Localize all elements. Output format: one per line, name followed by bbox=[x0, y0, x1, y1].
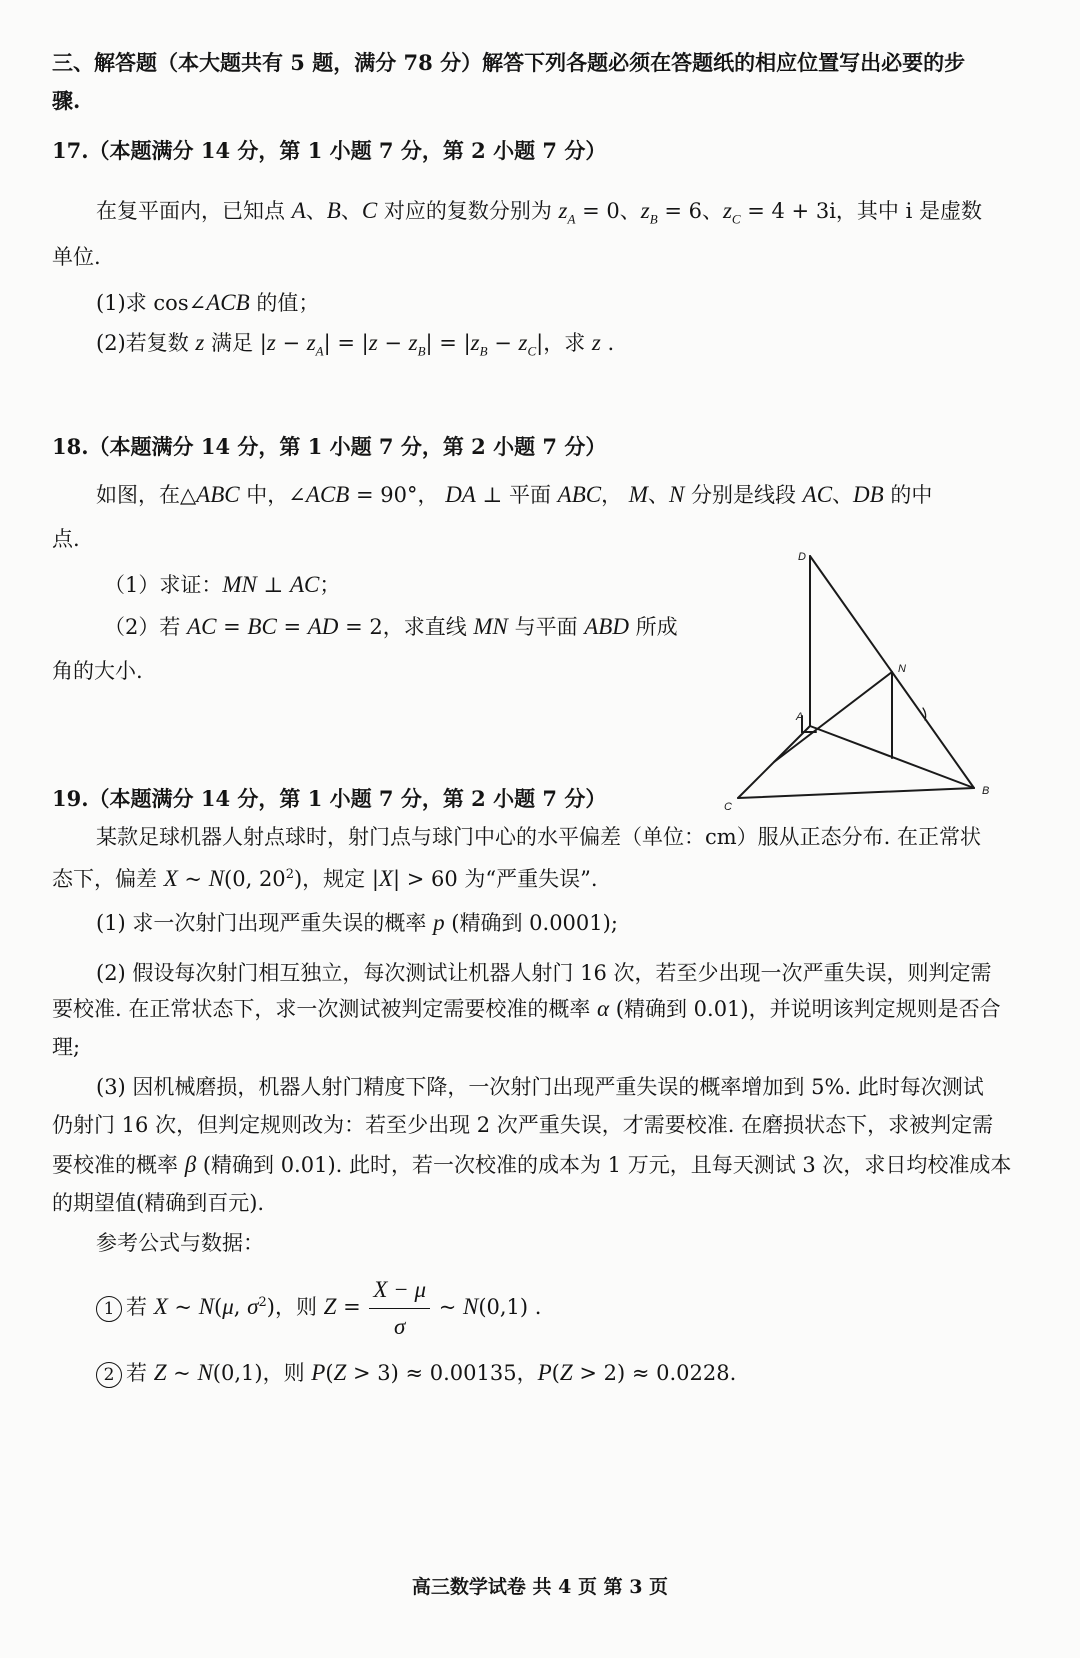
q19-part3-l1: (3) 因机械磨损，机器人射门精度下降，一次射门出现严重失误的概率增加到 5%. 此时每次测试 bbox=[96, 1075, 984, 1099]
circle-1-icon: 1 bbox=[96, 1296, 122, 1322]
q18-geometry-figure bbox=[718, 548, 1018, 818]
q17-intro-cont: 单位. bbox=[52, 245, 101, 269]
segment-MN bbox=[774, 672, 892, 762]
q19-part3-l3: 要校准的概率 β (精确到 0.01). 此时，若一次校准的成本为 1 万元，且每天测试 3 次，求日均校准成本 bbox=[52, 1152, 1012, 1177]
edge-CB bbox=[738, 788, 974, 798]
label-B: B bbox=[982, 785, 990, 797]
q19-intro: 某款足球机器人射点球时，射门点与球门中心的水平偏差（单位：cm）服从正态分布. 在正常状 bbox=[96, 825, 982, 849]
q19-intro-cont: 态下，偏差 X ~ N(0, $20^2$)，规定 |X| > 60 为“严重失误”. bbox=[52, 866, 598, 891]
q19-part2-l1: (2) 假设每次射门相互独立，每次测试让机器人射门 16 次，若至少出现一次严重失误，则判定需 bbox=[96, 961, 992, 985]
q17-part1: (1)求 cos∠ACB 的值； bbox=[96, 290, 320, 315]
q19-header: 19.（本题满分 14 分，第 1 小题 7 分，第 2 小题 7 分） bbox=[52, 786, 607, 811]
page-footer: 高三数学试卷 共 4 页 第 3 页 bbox=[411, 1576, 669, 1598]
q19-part2-l2: 要校准. 在正常状态下，求一次测试被判定需要校准的概率 α (精确到 0.01)，并说明该判定规则是否合 bbox=[52, 996, 1001, 1021]
q18-part2-cont: 角的大小. bbox=[52, 659, 143, 683]
q18-intro: 如图，在△ABC 中，∠ACB = 90°， DA ⊥ 平面 ABC， M、N 分别是线段 AC、DB 的中 bbox=[96, 482, 933, 507]
q19-part3-l4: 的期望值(精确到百元). bbox=[52, 1191, 265, 1215]
q19-part1: (1) 求一次射门出现严重失误的概率 p (精确到 0.0001); bbox=[96, 910, 618, 935]
q19-part2-l3: 理; bbox=[52, 1035, 81, 1059]
q18-intro-cont: 点. bbox=[52, 527, 80, 551]
q18-header: 18.（本题满分 14 分，第 1 小题 7 分，第 2 小题 7 分） bbox=[52, 434, 607, 459]
circle-2-icon: 2 bbox=[96, 1362, 122, 1388]
label-N: N bbox=[898, 663, 906, 675]
q17-part2: (2)若复数 z 满足 $|z - z_A| = |z - z_B| = |z_B - z_C|$，求 z . bbox=[96, 330, 615, 359]
section-title: 三、解答题（本大题共有 5 题，满分 78 分）解答下列各题必须在答题纸的相应位置写出必要的步 bbox=[52, 50, 966, 75]
label-C: C bbox=[724, 801, 732, 813]
q17-header: 17.（本题满分 14 分，第 1 小题 7 分，第 2 小题 7 分） bbox=[52, 138, 607, 163]
q19-ref1: 1 若 X ~ N(μ, $\sigma^2$)，则 Z = $\frac{X - \mu}{\sigma}$ ~ N(0,1) . bbox=[96, 1272, 541, 1345]
q18-part1: （1）求证：MN ⊥ AC； bbox=[104, 572, 341, 597]
q19-ref2: 2 若 Z ~ N(0,1)，则 P(Z > 3) ≈ 0.00135，P(Z > 2) ≈ 0.0228. bbox=[96, 1358, 736, 1388]
label-D: D bbox=[798, 551, 806, 563]
section-title-cont: 骤. bbox=[52, 88, 81, 113]
q19-part3-l2: 仍射门 16 次，但判定规则改为：若至少出现 2 次严重失误，才需要校准. 在磨损状态下，求被判定需 bbox=[52, 1113, 994, 1137]
q19-ref-title: 参考公式与数据： bbox=[96, 1231, 264, 1255]
label-A: A bbox=[796, 711, 804, 723]
q17-intro: 在复平面内，已知点 A、B、C 对应的复数分别为 $z_A = 0$、$z_B = 6$、$z_C = 4 + 3i$，其中 i 是虚数 bbox=[96, 198, 982, 227]
q18-part2: （2）若 AC = BC = AD = 2，求直线 MN 与平面 ABD 所成 bbox=[104, 614, 678, 639]
